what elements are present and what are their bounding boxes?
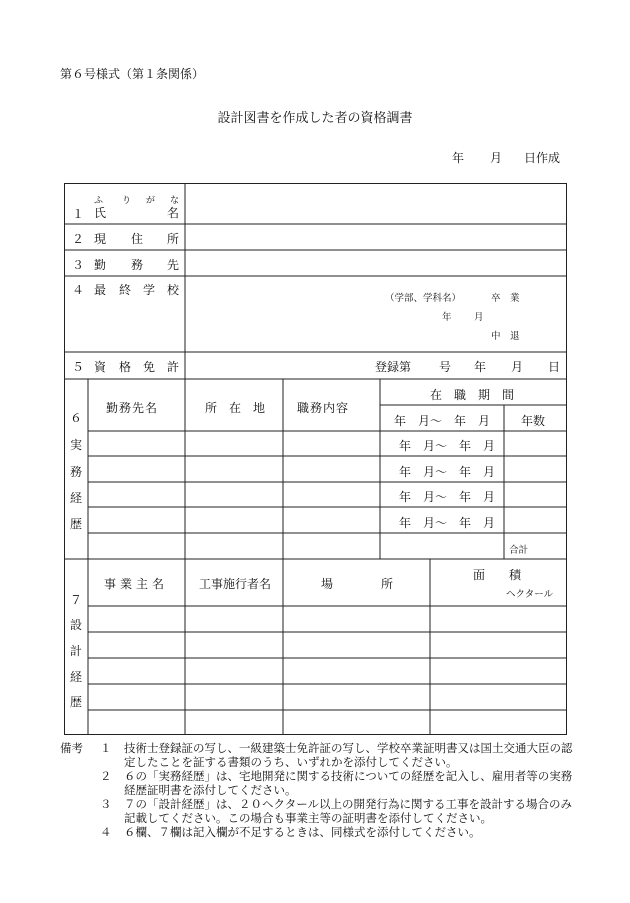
form-number: 第６号様式（第１条関係） (60, 67, 205, 81)
remarks-section (60, 741, 575, 839)
remark-text: ６欄、７欄は記入欄が不足するときは、同様式を添付してください。 (124, 825, 481, 839)
work-period-range-header: 年 月〜 年 月 (394, 414, 491, 428)
remark-text: 技術士登録証の写し、一級建築士免許証の写し、学校卒業証明書又は国土交通大臣の認定したことを証する書類のうち、いずれかを添付してください。 (124, 741, 573, 769)
design-history-number: ７ (70, 593, 83, 607)
design-history-char-4: 歴 (70, 695, 83, 709)
work-total-label: 合計 (509, 545, 529, 556)
education-label-1: 最 (94, 283, 107, 297)
work-history-char-3: 経 (70, 491, 83, 505)
work-history-char-2: 務 (70, 465, 83, 479)
work-period-row-2: 年 月〜 年 月 (399, 465, 496, 479)
work-period-header: 在 職 期 間 (430, 388, 515, 402)
remark-text: ７の「設計経歴」は、２０ヘクタール以上の開発行為に関する工事を設計する場合のみ記載してください。この場合も事業主等の証明書を添付してください。 (124, 797, 573, 825)
address-label-3: 所 (167, 232, 180, 246)
design-area-header: 面 積 (473, 568, 522, 582)
education-row-number: ４ (72, 283, 85, 297)
name-ruby-3: が (146, 196, 156, 206)
address-row-number: ２ (72, 232, 85, 246)
work-years-header: 年数 (521, 414, 546, 428)
design-history-char-2: 計 (70, 644, 83, 658)
design-area-unit: ヘクタール (506, 589, 554, 600)
education-month-label: 月 (474, 312, 484, 323)
name-ruby-2: り (122, 196, 132, 206)
license-number-label: 号 (439, 360, 452, 374)
employer-row-number: ３ (72, 258, 85, 272)
employer-label-2: 務 (131, 258, 144, 272)
license-day-label: 日 (548, 360, 561, 374)
remark-number: ３ (100, 797, 112, 811)
license-label-2: 格 (119, 360, 132, 374)
work-period-row-3: 年 月〜 年 月 (399, 490, 496, 504)
remark-number: ２ (100, 769, 112, 783)
design-contractor-header: 工事施行者名 (199, 577, 272, 591)
education-label-2: 終 (119, 283, 132, 297)
remark-number: １ (100, 741, 112, 755)
remark-item (60, 797, 575, 825)
design-place-header: 場 所 (321, 577, 394, 591)
education-graduated-option: 卒 業 (491, 293, 520, 304)
qualification-table (64, 183, 567, 735)
remark-text: ６の「実務経歴」は、宅地開発に関する技術についての経歴を記入し、雇用者等の実務経歴証明書を添付してください。 (124, 769, 573, 797)
date-month-label: 月 (490, 151, 503, 165)
work-location-header: 所 在 地 (205, 401, 266, 415)
license-label-4: 許 (167, 360, 180, 374)
remark-item (60, 769, 575, 797)
document-title: 設計図書を作成した者の資格調書 (217, 111, 413, 126)
design-history-char-1: 設 (70, 618, 83, 632)
design-client-header: 事業主名 (104, 577, 169, 591)
address-label-1: 現 (94, 232, 107, 246)
education-year-label: 年 (442, 312, 452, 323)
remark-item (60, 741, 575, 769)
name-row-number: １ (72, 207, 85, 221)
address-label-2: 住 (131, 232, 144, 246)
education-department-hint: （学部、学科名） (385, 293, 462, 304)
work-history-number: ６ (70, 411, 83, 425)
work-employer-header: 勤務先名 (106, 401, 159, 415)
name-ruby-4: な (170, 196, 180, 206)
license-label-3: 免 (143, 360, 156, 374)
work-duties-header: 職務内容 (297, 401, 350, 415)
remark-item (60, 825, 575, 839)
design-history-char-3: 経 (70, 670, 83, 684)
work-period-row-4: 年 月〜 年 月 (399, 516, 496, 530)
license-row-number: ５ (72, 360, 85, 374)
education-dropout-option: 中 退 (491, 331, 520, 342)
date-year-label: 年 (452, 151, 465, 165)
education-label-4: 校 (167, 283, 180, 297)
work-history-char-1: 実 (70, 438, 83, 452)
remark-number: ４ (100, 825, 112, 839)
license-label-1: 資 (94, 360, 107, 374)
name-label-1: 氏 (94, 206, 107, 220)
work-period-row-1: 年 月〜 年 月 (399, 439, 496, 453)
creation-date (452, 149, 560, 166)
license-registration-label: 登録第 (375, 360, 412, 374)
employer-label-3: 先 (167, 258, 180, 272)
remarks-heading: 備考 (60, 741, 83, 755)
license-month-label: 月 (511, 360, 524, 374)
license-year-label: 年 (474, 360, 487, 374)
employer-label-1: 勤 (94, 258, 107, 272)
date-created-label: 日作成 (524, 151, 561, 165)
work-history-char-4: 歴 (70, 517, 83, 531)
education-label-3: 学 (143, 283, 156, 297)
name-ruby-1: ふ (94, 196, 104, 206)
name-label-2: 名 (167, 206, 180, 220)
